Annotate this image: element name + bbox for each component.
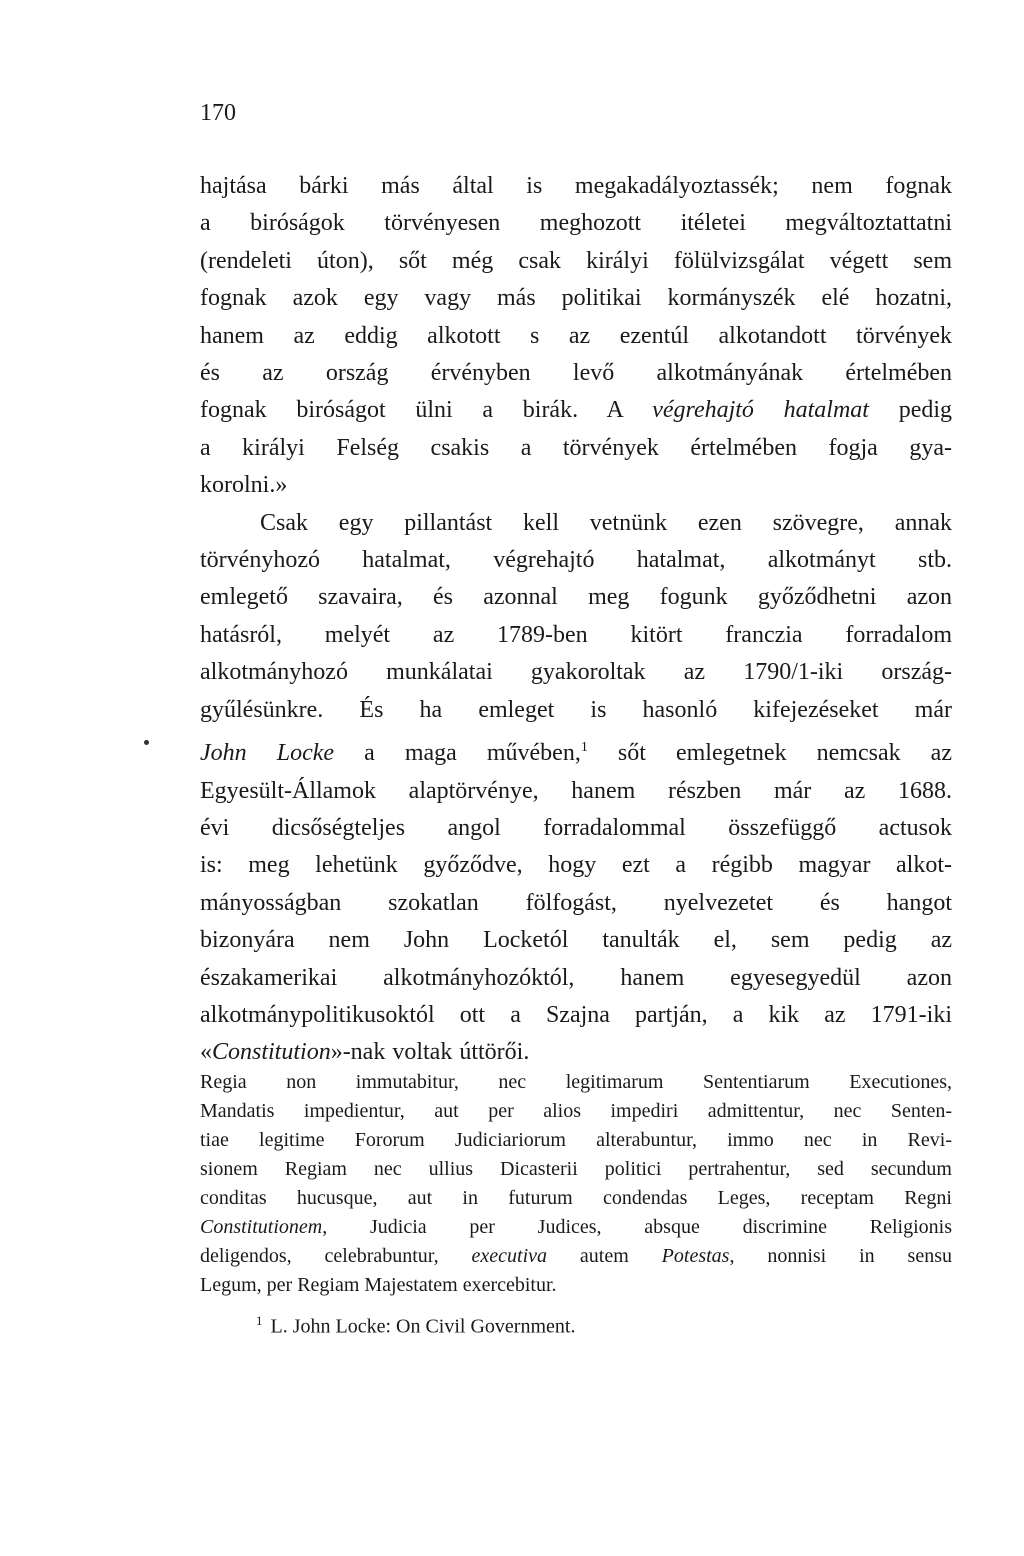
text-line: a biróságok törvényesen meghozott itéletei megváltoztattatni <box>200 210 952 237</box>
text-run: deligendos, celebrabuntur, <box>200 1245 472 1267</box>
footnote-marker: 1 <box>580 740 588 756</box>
text-line: évi dicsőségteljes angol forradalommal összefüggő actusok <box>200 814 952 841</box>
text-line: hajtása bárki más által is megakadályoztassék; nem fognak <box>200 173 952 199</box>
text-run: , Judicia per Judices, absque discrimine Religionis <box>322 1216 952 1238</box>
text-run: sőt emlegetnek nemcsak az <box>587 740 952 767</box>
text-line <box>200 1034 952 1071</box>
text-line: alkotmányhozó munkálatai gyakoroltak az 1790/1-iki ország- <box>200 659 952 686</box>
text-line <box>200 392 952 429</box>
footnote-line: tiae legitime Fororum Judiciariorum alterabuntur, immo nec in Revi- <box>200 1129 952 1151</box>
text-run: pedig <box>868 397 953 424</box>
footnote-line: Regia non immutabitur, nec legitimarum Sententiarum Executiones, <box>200 1071 952 1093</box>
footnote-ref-marker: 1 <box>256 1313 263 1328</box>
text-line: korolni.» <box>200 472 288 499</box>
text-line: mányosságban szokatlan fölfogást, nyelvezetet és hangot <box>200 889 952 916</box>
footnote-block <box>200 1068 952 1342</box>
text-run: fognak biróságot ülni a birák. A <box>200 397 653 424</box>
footnote-line: Legum, per Regiam Majestatem exercebitur. <box>200 1274 557 1296</box>
text-run: »-nak voltak úttörői. <box>330 1039 530 1066</box>
text-line: törvényhozó hatalmat, végrehajtó hatalmat, alkotmányt stb. <box>200 547 952 574</box>
footnote-line <box>200 1213 952 1242</box>
italic-name: John Locke <box>200 740 335 767</box>
paragraph-start-line: Csak egy pillantást kell vetnünk ezen szövegre, annak <box>260 509 952 536</box>
text-line: alkotmánypolitikusoktól ott a Szajna partján, a kik az 1791-iki <box>200 1001 952 1028</box>
italic-word: Potestas <box>661 1245 730 1267</box>
italic-word: Constitutionem <box>200 1216 323 1238</box>
footnote-ref-text: L. John Locke: On Civil Government. <box>270 1315 576 1338</box>
footnote-line: Mandatis impedientur, aut per alios impediri admittentur, nec Senten- <box>200 1100 952 1122</box>
main-text <box>200 168 952 1072</box>
text-run: autem <box>547 1245 662 1267</box>
text-line: fognak azok egy vagy más politikai kormányszék elé hozatni, <box>200 285 952 312</box>
text-line: emlegető szavaira, és azonnal meg fogunk győződhetni azon <box>200 584 952 611</box>
italic-word: Constitution <box>212 1039 331 1066</box>
page-number: 170 <box>200 100 236 126</box>
footnote-line: sionem Regiam nec ullius Dicasterii politici pertrahentur, sed secundum <box>200 1158 952 1180</box>
text-line: a királyi Felség csakis a törvények értelmében fogja gya- <box>200 434 952 461</box>
text-run: , nonnisi in sensu <box>729 1245 952 1267</box>
footnote-reference <box>200 1306 952 1342</box>
italic-phrase: végrehajtó hatalmat <box>652 397 869 424</box>
text-line: és az ország érvényben levő alkotmányának értelmében <box>200 360 952 387</box>
text-line: is: meg lehetünk győződve, hogy ezt a régibb magyar alkot- <box>200 852 952 879</box>
text-line: (rendeleti úton), sőt még csak királyi fölülvizsgálat végett sem <box>200 247 952 274</box>
margin-dot <box>144 740 149 745</box>
text-line: bizonyára nem John Locketól tanulták el, sem pedig az <box>200 927 952 954</box>
text-line: Egyesült-Államok alaptörvénye, hanem részben már az 1688. <box>200 777 952 804</box>
text-line: hatásról, melyét az 1789-ben kitört franczia forradalom <box>200 621 952 648</box>
text-line <box>200 729 952 772</box>
text-line: északamerikai alkotmányhozóktól, hanem egyesegyedül azon <box>200 964 952 991</box>
text-line: hanem az eddig alkotott s az ezentúl alkotandott törvények <box>200 322 952 349</box>
text-run: « <box>200 1039 212 1066</box>
footnote-line: conditas hucusque, aut in futurum condendas Leges, receptam Regni <box>200 1187 952 1209</box>
text-line: gyűlésünkre. És ha emleget is hasonló kifejezéseket már <box>200 696 952 723</box>
italic-word: executiva <box>471 1245 548 1267</box>
footnote-line <box>200 1242 952 1271</box>
text-run: a maga művében, <box>334 740 581 767</box>
